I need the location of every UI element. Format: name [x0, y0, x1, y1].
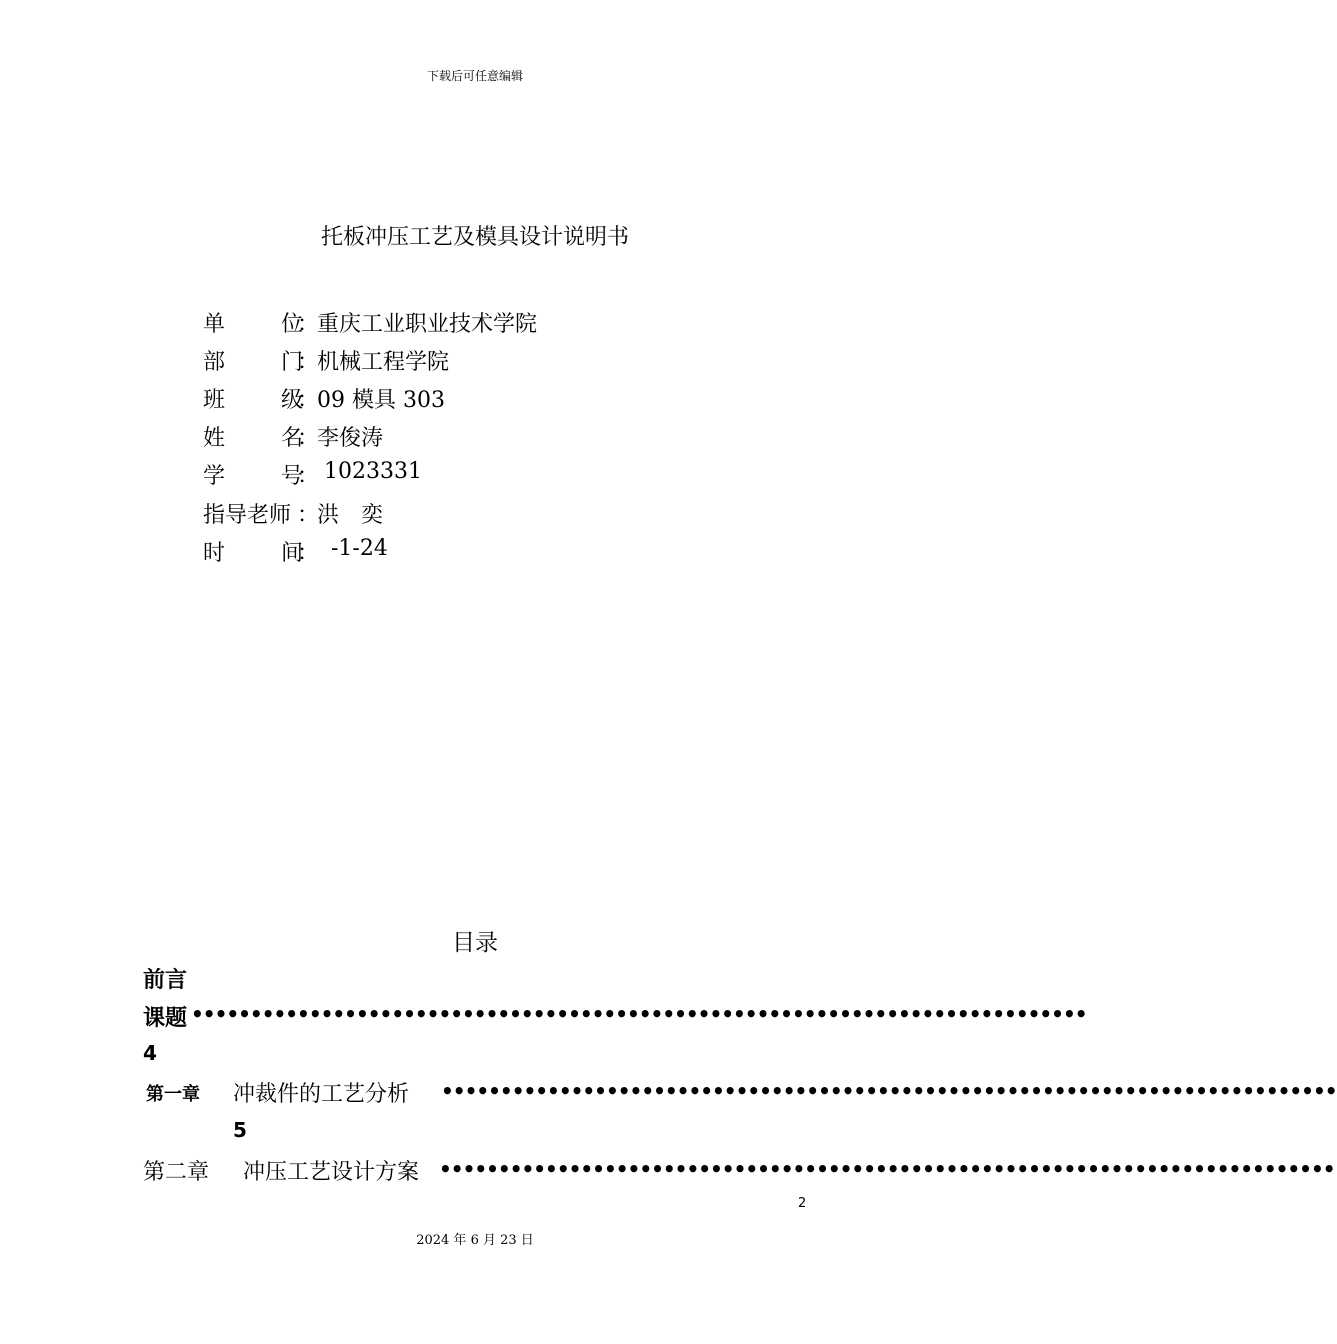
info-label-department: 部 门 [203, 350, 303, 375]
info-value-class: 09 模具 303 [317, 388, 445, 413]
toc-leader-dots: •••••••••••••••••••••••••••••••••••••••••••••••••••••••••••••••••••••••••••• [191, 1002, 1087, 1026]
toc-leader-dots: •••••••••••••••••••••••••••••••••••••••••••••••••••••••••••••••••••••••••••• [441, 1079, 1337, 1103]
info-value-unit: 重庆工业职业技术学院 [317, 312, 538, 337]
info-colon: ： [297, 541, 320, 566]
toc-entry-topic[interactable]: 课题 [143, 1006, 188, 1031]
toc-leader-dots: •••••••••••••••••••••••••••••••••••••••••••••••••••••••••••••••••••••••••••• [439, 1157, 1335, 1181]
info-value-time: -1-24 [317, 536, 388, 561]
page-footer-date: 2024 年 6 月 23 日 [416, 1233, 534, 1248]
info-colon: ： [297, 464, 320, 489]
info-value-advisor: 洪 奕 [317, 503, 384, 528]
info-label-unit: 单 位 [203, 312, 303, 337]
info-label-time: 时 间 [203, 541, 303, 566]
info-colon: ： [297, 350, 320, 375]
toc-chapter1-title[interactable]: 冲裁件的工艺分析 [233, 1082, 410, 1107]
page-number: 2 [798, 1196, 807, 1211]
toc-chapter2-label[interactable]: 第二章 [143, 1160, 210, 1185]
page-header: 下载后可任意编辑 [426, 69, 523, 83]
toc-entry-preface[interactable]: 前言 [143, 968, 188, 993]
info-label-student-id: 学 号 [203, 464, 303, 489]
info-value-name: 李俊涛 [317, 426, 384, 451]
info-label-advisor: 指导老师 [203, 503, 292, 528]
toc-chapter1-label[interactable]: 第一章 [146, 1084, 200, 1105]
info-colon: ： [297, 503, 320, 528]
info-colon: ： [297, 312, 320, 337]
toc-chapter2-title[interactable]: 冲压工艺设计方案 [243, 1160, 420, 1185]
info-colon: ： [297, 388, 320, 413]
document-title: 托板冲压工艺及模具设计说明书 [320, 225, 629, 250]
info-colon: ： [297, 426, 320, 451]
info-value-department: 机械工程学院 [317, 350, 450, 375]
info-value-student-id: 1023331 [317, 459, 422, 484]
toc-title: 目录 [452, 930, 498, 956]
toc-page-chapter1: 5 [233, 1118, 247, 1142]
info-label-name: 姓 名 [203, 426, 303, 451]
toc-page-topic: 4 [143, 1041, 157, 1065]
info-label-class: 班 级 [203, 388, 303, 413]
